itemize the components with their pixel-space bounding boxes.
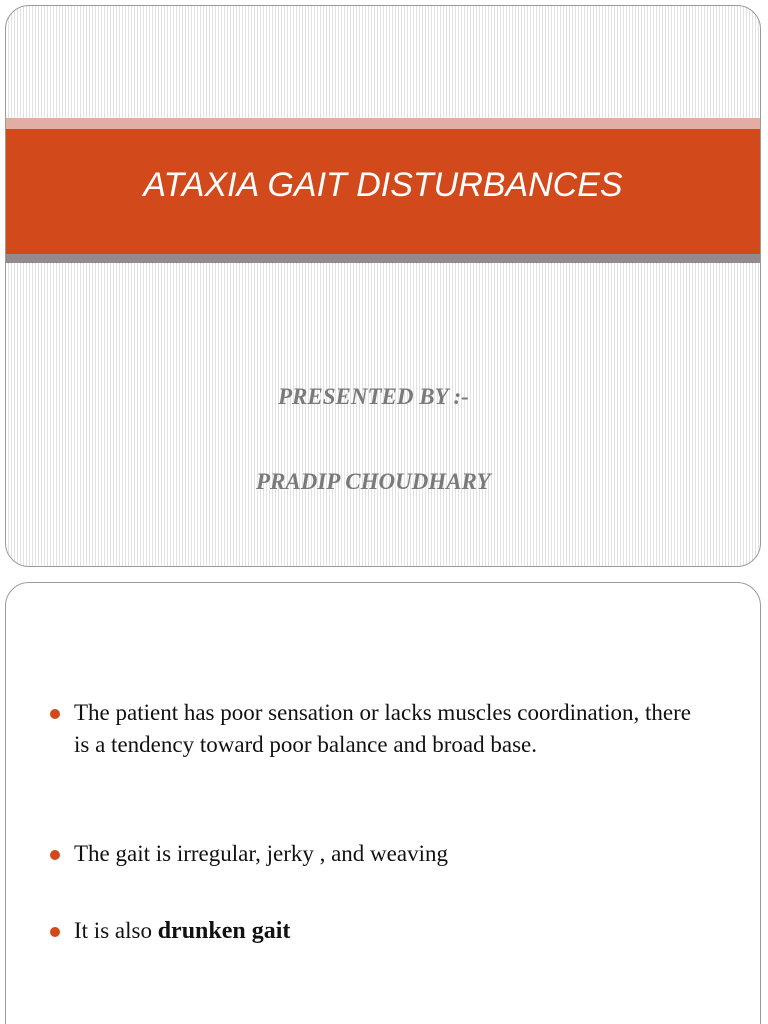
list-item (50, 697, 710, 761)
content-slide (5, 582, 761, 1024)
slide-title: ATAXIA GAIT DISTURBANCES (143, 166, 623, 204)
presenter-name: PRADIP CHOUDHARY (256, 469, 491, 494)
bullet-dot-icon (50, 850, 60, 860)
bullet-text: The gait is irregular, jerky , and weaving (74, 841, 448, 866)
presenter-label: PRESENTED BY :- (278, 384, 469, 409)
bullet-text-prefix: It is also (74, 918, 158, 943)
bullet-bold-term: drunken gait (157, 918, 291, 944)
bullet-dot-icon (50, 709, 60, 719)
title-slide (5, 5, 761, 567)
list-item (50, 838, 710, 870)
bullet-dot-icon (50, 927, 60, 937)
title-accent-stripe-top (6, 118, 760, 129)
title-accent-stripe-bottom (6, 254, 760, 263)
bullet-text (74, 915, 710, 947)
bullet-text: The patient has poor sensation or lacks muscles coordination, there is a tendency toward poor balance and broad base. (74, 700, 691, 757)
list-item (50, 915, 710, 947)
